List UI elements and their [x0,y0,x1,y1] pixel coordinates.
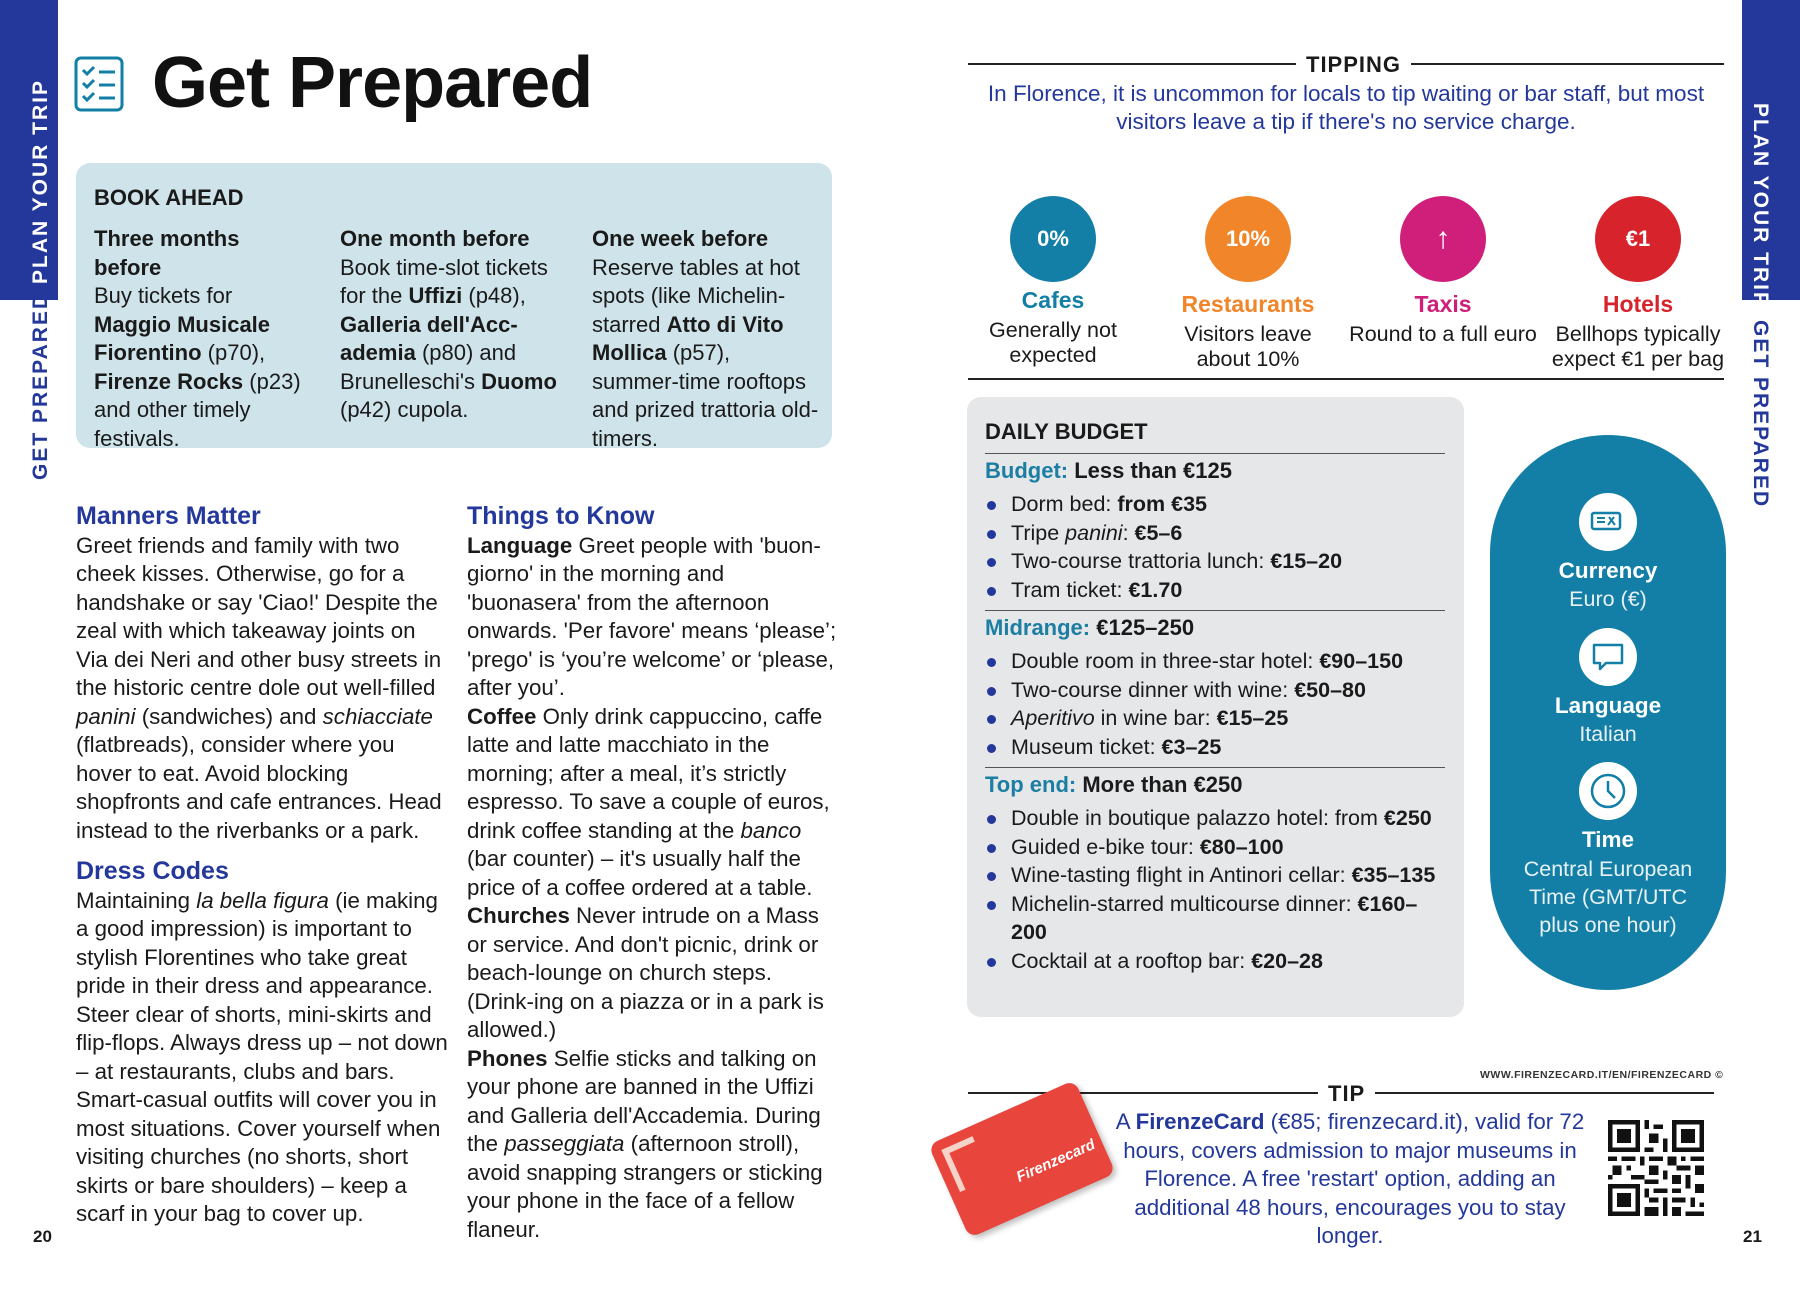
things-churches: Churches Never intrude on a Mass or service. And don't picnic, drink or beach-lounge on church steps. (Drink-ing on a piazza or in a park is allowed.) [467,903,824,1042]
list-item: Tripe panini: €5–6 [985,519,1445,548]
tipping-divider [968,378,1724,380]
things-phones: Phones Selfie sticks and talking on your phone are banned in the Uffizi and Galleria dell'Accademia. During the passeggiata (afternoon stroll), avoid snapping strangers or sticking your phone in the face of a fellow flaneur. [467,1045,823,1242]
book-ahead-heading: BOOK AHEAD [94,185,244,210]
left-chapter-label: GET PREPARED [29,291,52,480]
top-end-list [985,804,1445,975]
taxis-arrow-icon: ↑ [1400,196,1486,282]
budget-list [985,490,1445,610]
restaurants-badge: 10% [1205,196,1291,282]
cafes-label: Cafes [1021,287,1085,313]
hotels-badge: €1 [1595,196,1681,282]
list-item: Michelin-starred multicourse dinner: €160–200 [985,890,1445,947]
page-number-left: 20 [33,1227,52,1246]
list-item: Wine-tasting flight in Antinori cellar: €35–135 [985,861,1445,890]
tipping-intro: In Florence, it is uncommon for locals to tip waiting or bar staff, but most visitors leave a tip if there's no service charge. [987,81,1705,134]
book-ahead-box [76,163,832,451]
restaurants-label: Restaurants [1181,291,1315,317]
manners-dress-column [76,502,448,1229]
speech-bubble-icon [1579,628,1637,686]
manners-heading: Manners Matter [76,502,261,530]
list-item: Two-course trattoria lunch: €15–20 [985,547,1445,576]
list-item: Dorm bed: from €35 [985,490,1445,519]
dress-heading: Dress Codes [76,857,229,885]
book-ahead-col-2: One month before Book time-slot tickets for the Uffizi (p48), Galleria dell'Acc-ademia (p80) and Brunelleschi's Duomo (p42) cupola. [340,225,562,425]
quick-info-panel [1490,435,1726,990]
things-language: Language Greet people with 'buon-giorno' in the morning and 'buonasera' from the afternoon onwards. 'Per favore' means ‘please’; 'prego' is ‘you’re welcome’ or ‘please, after you’. [467,532,837,700]
page-title: Get Prepared [152,43,593,123]
photo-credit-url: WWW.FIRENZECARD.IT/EN/FIRENZECARD © [1480,1069,1724,1081]
manners-text: Greet friends and family with two cheek kisses. Otherwise, go for a handshake or say 'Ciao!' Despite the zeal with which takeaway joints on Via dei Neri and other busy streets in the historic centre dole out well-filled panini (sandwiches) and schiacciate (flatbreads), consider where you hover to eat. Avoid blocking shopfronts and cafe entrances. Head instead to the riverbanks or a park. [76,532,442,843]
language-label: Language [1554,693,1662,718]
budget-tier-top-end: Top end: More than €250 [985,767,1445,804]
tip-heading: TIP [1318,1081,1375,1107]
qr-code-icon[interactable] [1608,1120,1704,1216]
taxis-label: Taxis [1414,291,1472,317]
right-chapter-label: GET PREPARED [1749,320,1772,509]
card-label: Firenzecard [1013,1136,1098,1186]
time-value: Central European Time (GMT/UTC plus one hour) [1523,857,1693,937]
col-heading: Three months before [94,226,240,280]
cafes-desc: Generally not expected [989,318,1117,367]
list-item: Aperitivo in wine bar: €15–25 [985,704,1445,733]
book-ahead-col-1: Three months before Buy tickets for Maggio Musicale Fiorentino (p70), Firenze Rocks (p23) and other timely festivals. [94,225,306,453]
col-heading: One month before [340,226,530,251]
dress-text: Maintaining la bella figura (ie making a good impression) is important to stylish Florentines who take great pride in their dress and appearance. Steer clear of shorts, mini-skirts and flip-flops. Always dress up – not down – at restaurants, clubs and bars. Smart-casual outfits will cover you in most situations. Cover yourself when visiting churches (no shorts, short skirts or bare shoulders) – keep a scarf in your bag to cover up. [76,887,448,1226]
list-item: Guided e-bike tour: €80–100 [985,833,1445,862]
checklist-icon [74,56,124,112]
page-number-right: 21 [1743,1227,1762,1246]
budget-tier-midrange: Midrange: €125–250 [985,610,1445,647]
language-value: Italian [1579,722,1637,746]
tip-text: A FirenzeCard (€85; firenzecard.it), valid for 72 hours, covers admission to major museums in Florence. A free 'restart' option, adding an additional 48 hours, encourages you to stay longer. [1115,1109,1585,1248]
list-item: Cocktail at a rooftop bar: €20–28 [985,947,1445,976]
list-item: Double room in three-star hotel: €90–150 [985,647,1445,676]
list-item: Double in boutique palazzo hotel: from €250 [985,804,1445,833]
list-item: Tram ticket: €1.70 [985,576,1445,605]
currency-value: Euro (€) [1569,587,1647,611]
things-heading: Things to Know [467,502,655,530]
time-label: Time [1581,827,1635,852]
tipping-heading: TIPPING [1296,52,1411,78]
list-item: Two-course dinner with wine: €50–80 [985,676,1445,705]
clock-icon [1579,762,1637,820]
tipping-rule [968,52,1724,76]
midrange-list [985,647,1445,767]
things-column [467,502,839,1244]
daily-budget-box [967,397,1464,1017]
hotels-desc: Bellhops typically expect €1 per bag [1551,322,1725,371]
banknote-icon [1579,493,1637,551]
left-section-label: PLAN YOUR TRIP [29,79,52,284]
col-heading: One week before [592,226,769,251]
hotels-label: Hotels [1602,291,1674,317]
budget-tier-budget: Budget: Less than €125 [985,453,1445,490]
cafes-badge: 0% [1010,196,1096,282]
currency-label: Currency [1558,558,1658,583]
restaurants-desc: Visitors leave about 10% [1184,322,1312,371]
book-ahead-col-3: One week before Reserve tables at hot spots (like Michelin-starred Atto di Vito Mollica (p57), summer-time rooftops and prized trattoria old-timers. [592,226,819,451]
right-section-label: PLAN YOUR TRIP [1749,103,1772,308]
budget-content [985,419,1445,975]
budget-heading: DAILY BUDGET [985,419,1148,444]
taxis-desc: Round to a full euro [1349,322,1537,346]
things-coffee: Coffee Only drink cappuccino, caffe latte and latte macchiato in the morning; after a meal, it’s strictly espresso. To save a couple of euros, drink coffee standing at the banco (bar counter) – it's usually half the price of a coffee ordered at a table. [467,703,830,900]
list-item: Museum ticket: €3–25 [985,733,1445,762]
